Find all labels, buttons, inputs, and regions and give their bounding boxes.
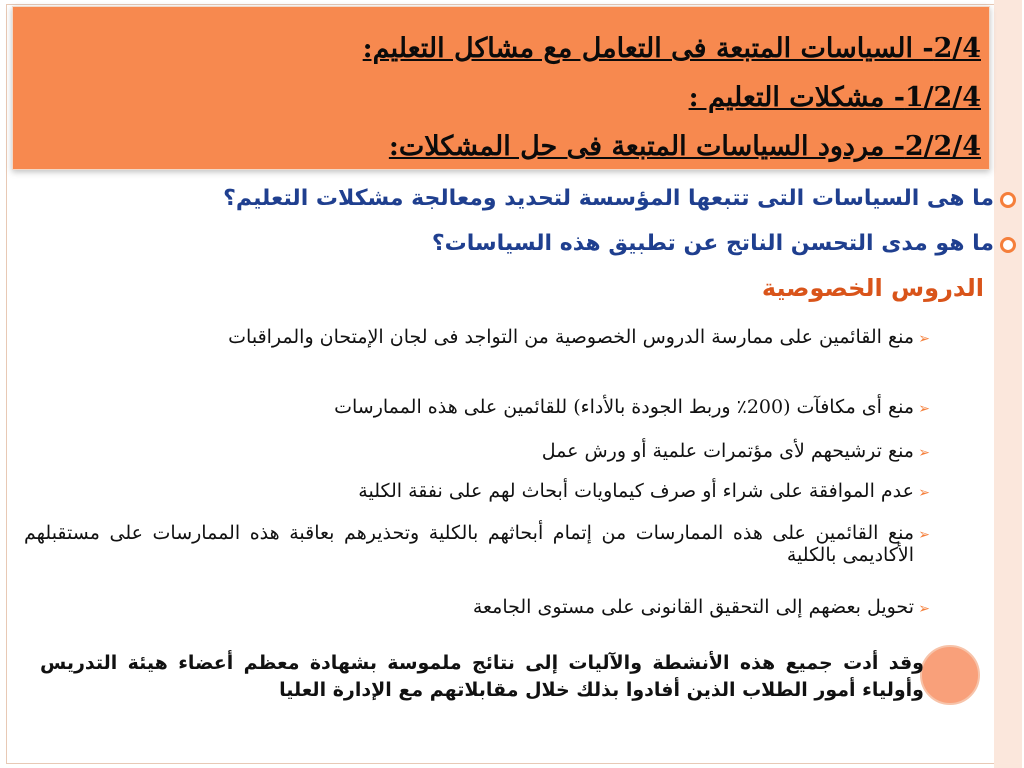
list-item-text: منع القائمين على هذه الممارسات من إتمام أبحاثهم بالكلية وتحذيرهم بعاقبة هذه الممارسات على مستقبلهم الأكاديمى بالكلية bbox=[24, 522, 914, 566]
list-item bbox=[24, 326, 930, 348]
list-item-text: عدم الموافقة على شراء أو صرف كيماويات أبحاث لهم على نفقة الكلية bbox=[358, 480, 914, 502]
list-item bbox=[24, 480, 930, 502]
list-item bbox=[24, 396, 930, 418]
ring-bullet-icon bbox=[1000, 192, 1016, 208]
title-line-3: 2/2/4- مردود السياسات المتبعة فى حل المشكلات: bbox=[388, 131, 981, 162]
arrow-bullet-icon: ➢ bbox=[918, 527, 930, 543]
title-line-1: 2/4- السياسات المتبعة فى التعامل مع مشاكل التعليم: bbox=[362, 33, 981, 64]
question-2-text: ما هو مدى التحسن الناتج عن تطبيق هذه السياسات؟ bbox=[431, 231, 994, 256]
decorative-right-strip bbox=[994, 0, 1022, 768]
question-1-text: ما هى السياسات التى تتبعها المؤسسة لتحديد ومعالجة مشكلات التعليم؟ bbox=[223, 186, 994, 211]
arrow-bullet-icon: ➢ bbox=[918, 445, 930, 461]
decorative-circle bbox=[920, 645, 980, 705]
list-item bbox=[24, 522, 930, 566]
list-item bbox=[24, 596, 930, 618]
arrow-bullet-icon: ➢ bbox=[918, 401, 930, 417]
title-line-2: 1/2/4- مشكلات التعليم : bbox=[688, 82, 981, 113]
closing-paragraph: وقد أدت جميع هذه الأنشطة والآليات إلى نتائج ملموسة بشهادة معظم أعضاء هيئة التدريس وأولياء أمور الطلاب الذين أفادوا بذلك خلال مقابلاتهم مع الإدارة العليا bbox=[40, 652, 924, 701]
list-item-text: منع القائمين على ممارسة الدروس الخصوصية من التواجد فى لجان الإمتحان والمراقبات bbox=[228, 326, 914, 348]
section-title: الدروس الخصوصية bbox=[761, 274, 984, 302]
list-item-text: منع أى مكافآت (200٪ وربط الجودة بالأداء) للقائمين على هذه الممارسات bbox=[334, 396, 914, 418]
ring-bullet-icon bbox=[1000, 237, 1016, 253]
arrow-bullet-icon: ➢ bbox=[918, 331, 930, 347]
arrow-bullet-icon: ➢ bbox=[918, 485, 930, 501]
list-item-text: تحويل بعضهم إلى التحقيق القانونى على مستوى الجامعة bbox=[472, 596, 914, 618]
list-item-text: منع ترشيحهم لأى مؤتمرات علمية أو ورش عمل bbox=[541, 440, 914, 462]
list-item bbox=[24, 440, 930, 462]
arrow-bullet-icon: ➢ bbox=[918, 601, 930, 617]
